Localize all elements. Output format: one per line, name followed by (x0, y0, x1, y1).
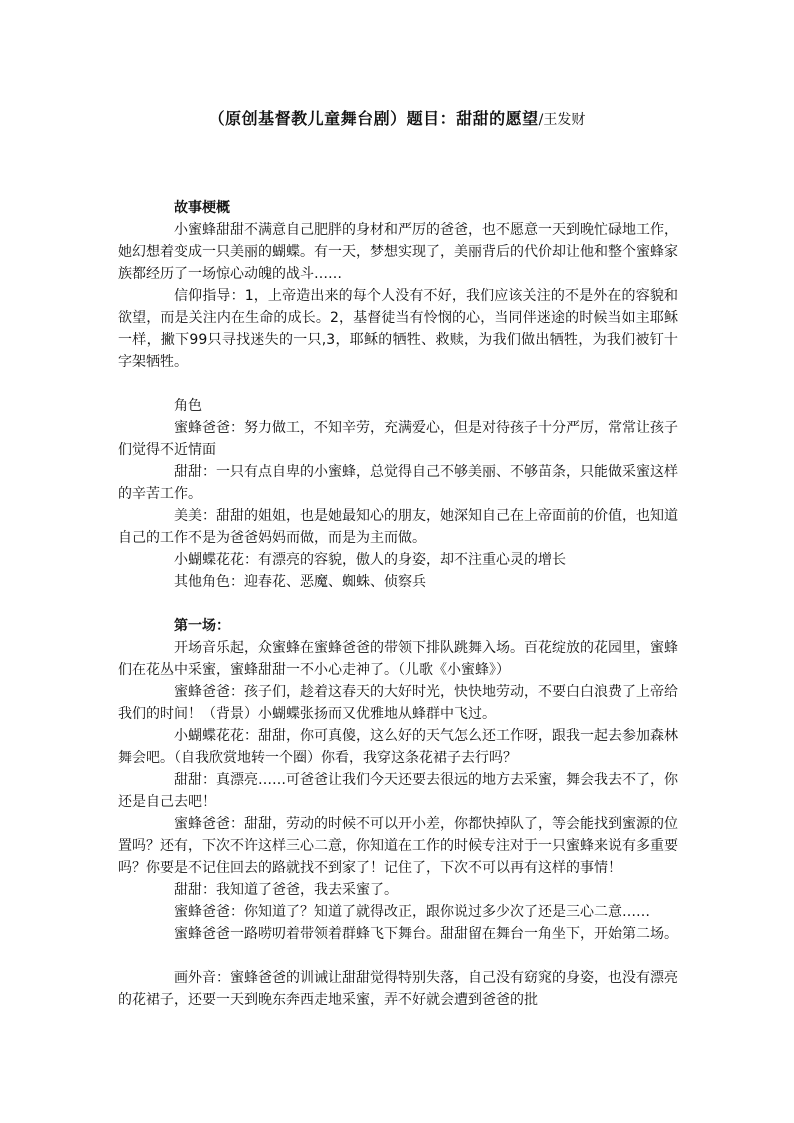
document-body (118, 197, 678, 1011)
role-item: 小蝴蝶花花：有漂亮的容貌，傲人的身姿，却不注重心灵的增长 (174, 552, 566, 568)
scene1-paragraph: 蜜蜂爸爸：孩子们，趁着这春天的大好时光，快快地劳动，不要白白浪费了上帝给我们的时间！（背景）小蝴蝶张扬而又优雅地从蜂群中飞过。 (118, 684, 678, 722)
scene1-paragraph: 甜甜：我知道了爸爸，我去采蜜了。 (174, 882, 398, 898)
voiceover-paragraph: 画外音：蜜蜂爸爸的训诫让甜甜觉得特别失落，自己没有窈窕的身姿，也没有漂亮的花裙子，还要一天到晚东奔西走地采蜜，弄不好就会遭到爸爸的批 (118, 970, 678, 1008)
title-author: /王发财 (538, 112, 586, 128)
spacer (118, 593, 678, 615)
scene1-paragraph: 蜜蜂爸爸一路唠叨着带领着群蜂飞下舞台。甜甜留在舞台一角坐下，开始第二场。 (174, 926, 678, 942)
scene1-paragraph: 小蝴蝶花花：甜甜，你可真傻，这么好的天气怎么还工作呀，跟我一起去参加森林舞会吧。（自我欣赏地转一个圈）你看，我穿这条花裙子去行吗？ (118, 728, 678, 766)
synopsis-paragraph: 小蜜蜂甜甜不满意自己肥胖的身材和严厉的爸爸，也不愿意一天到晚忙碌地工作，她幻想着变成一只美丽的蝴蝶。有一天，梦想实现了，美丽背后的代价却让他和整个蜜蜂家族都经历了一场惊心动魄的战斗…… (118, 222, 678, 282)
role-item: 其他角色：迎春花、恶魔、蜘蛛、侦察兵 (174, 574, 426, 590)
roles-heading: 角色 (174, 398, 202, 414)
role-item: 蜜蜂爸爸：努力做工，不知辛劳，充满爱心，但是对待孩子十分严厉，常常让孩子们觉得不近情面 (118, 420, 678, 458)
scene1-heading: 第一场： (174, 618, 230, 634)
role-item: 甜甜：一只有点自卑的小蜜蜂，总觉得自己不够美丽、不够苗条，只能做采蜜这样的辛苦工作。 (118, 464, 678, 502)
spacer (118, 945, 678, 967)
title-main: （原创基督教儿童舞台剧）题目：甜甜的愿望 (208, 109, 539, 128)
scene1-paragraph: 蜜蜂爸爸：你知道了？知道了就得改正，跟你说过多少次了还是三心二意…… (174, 904, 650, 920)
role-item: 美美：甜甜的姐姐，也是她最知心的朋友，她深知自己在上帝面前的价值，也知道自己的工作不是为爸爸妈妈而做，而是为主而做。 (118, 508, 678, 546)
scene1-paragraph: 蜜蜂爸爸：甜甜，劳动的时候不可以开小差，你都快掉队了，等会能找到蜜源的位置吗？还有，下次不许这样三心二意，你知道在工作的时候专注对于一只蜜蜂来说有多重要吗？你要是不记住回去的路就找不到家了！记住了，下次不可以再有这样的事情！ (118, 816, 678, 876)
scene1-paragraph: 开场音乐起，众蜜蜂在蜜蜂爸爸的带领下排队跳舞入场。百花绽放的花园里，蜜蜂们在花丛中采蜜，蜜蜂甜甜一不小心走神了。（儿歌《小蜜蜂》） (118, 640, 678, 678)
spacer (118, 373, 678, 395)
scene1-paragraph: 甜甜：真漂亮……可爸爸让我们今天还要去很远的地方去采蜜，舞会我去不了，你还是自己去吧！ (118, 772, 678, 810)
synopsis-heading: 故事梗概 (174, 200, 230, 216)
faith-guidance-paragraph: 信仰指导：1，上帝造出来的每个人没有不好，我们应该关注的不是外在的容貌和欲望，而是关注内在生命的成长。2，基督徒当有怜悯的心，当同伴迷途的时候当如主耶稣一样，撇下99只寻找迷失的一只,3，耶稣的牺牲、救赎，为我们做出牺牲，为我们被钉十字架牺牲。 (118, 288, 678, 370)
document-title (0, 106, 794, 129)
